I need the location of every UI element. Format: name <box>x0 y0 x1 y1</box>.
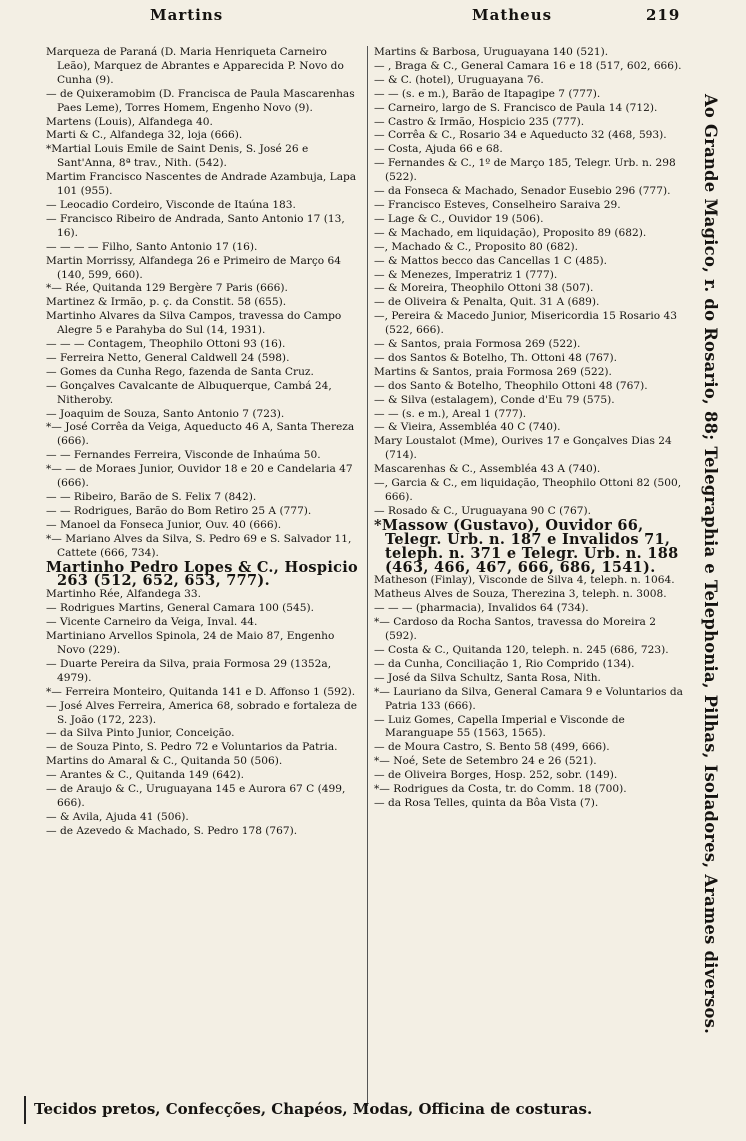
directory-entry: Matheson (Finlay), Visconde de Silva 4, teleph. n. 1064. <box>374 574 675 587</box>
running-header-center: Matheus <box>472 6 553 24</box>
directory-entry: *— Ferreira Monteiro, Quitanda 141 e D. Affonso 1 (592). <box>46 685 356 698</box>
running-header-left: Martins <box>150 6 224 24</box>
directory-entry: — da Silva Pinto Junior, Conceição. <box>46 727 235 740</box>
directory-entry: — dos Santo & Botelho, Theophilo Ottoni 48 (767). <box>374 379 648 392</box>
directory-entry: — José Alves Ferreira, America 68, sobrado e fortaleza de S. João (172, 223). <box>46 699 357 726</box>
directory-entry: — & Avila, Ajuda 41 (506). <box>46 810 189 823</box>
directory-entry: — & Silva (estalagem), Conde d'Eu 79 (575). <box>374 393 615 406</box>
directory-entry: — Costa, Ajuda 66 e 68. <box>374 143 503 156</box>
directory-entry: — de Oliveira Borges, Hosp. 252, sobr. (149). <box>374 769 618 782</box>
directory-entry: Martinho Pedro Lopes & C., Hospicio 263 (512, 652, 653, 777). <box>46 558 359 590</box>
directory-entry: — Corrêa & C., Rosario 34 e Aqueducto 32 (468, 593). <box>374 129 667 142</box>
bottom-bracket <box>24 1096 26 1124</box>
directory-entry: Marqueza de Paraná (D. Maria Henriqueta Carneiro Leão), Marquez de Abrantes e Apparecida P. Novo do Cunha (9). <box>46 46 344 86</box>
directory-entry: *— Mariano Alves da Silva, S. Pedro 69 e S. Salvador 11, Cattete (666, 734). <box>46 532 352 559</box>
directory-entry: — Castro & Irmão, Hospicio 235 (777). <box>374 115 585 128</box>
directory-entry: — de Azevedo & Machado, S. Pedro 178 (767). <box>46 824 298 837</box>
directory-entry: Martinho Alvares da Silva Campos, travessa do Campo Alegre 5 e Parahyba do Sul (14, 1931). <box>46 310 342 337</box>
directory-entry: — Francisco Ribeiro de Andrada, Santo Antonio 17 (13, 16). <box>46 212 345 239</box>
directory-entry: — Duarte Pereira da Silva, praia Formosa 29 (1352a, 4979). <box>46 657 332 684</box>
right-column <box>374 46 690 1106</box>
directory-entry: — da Rosa Telles, quinta da Bôa Vista (7). <box>374 796 599 809</box>
directory-entry: — Rosado & C., Uruguayana 90 C (767). <box>374 504 591 517</box>
directory-entry: —, Pereira & Macedo Junior, Misericordia 15 Rosario 43 (522, 666). <box>374 310 677 337</box>
directory-entry: — de Moura Castro, S. Bento 58 (499, 666). <box>374 741 610 754</box>
directory-entry: *— Lauriano da Silva, General Camara 9 e Voluntarios da Patria 133 (666). <box>374 685 683 712</box>
directory-entry: — de Araujo & C., Uruguayana 145 e Aurora 67 C (499, 666). <box>46 783 346 809</box>
directory-entry: — Arantes & C., Quitanda 149 (642). <box>46 769 244 782</box>
directory-entry: — Manoel da Fonseca Junior, Ouv. 40 (666). <box>46 518 282 531</box>
directory-entry: — de Quixeramobim (D. Francisca de Paula Mascarenhas Paes Leme), Torres Homem, Engenho Novo (9). <box>46 87 355 114</box>
directory-entry: — & Vieira, Assembléa 40 C (740). <box>374 421 561 434</box>
directory-entry: — de Oliveira & Penalta, Quit. 31 A (689). <box>374 296 600 309</box>
directory-entry: Martiniano Arvellos Spinola, 24 de Maio 87, Engenho Novo (229). <box>46 630 335 656</box>
directory-entry: Marti & C., Alfandega 32, loja (666). <box>46 129 243 142</box>
column-divider <box>367 46 368 1106</box>
directory-entry: — de Souza Pinto, S. Pedro 72 e Voluntarios da Patria. <box>46 741 338 754</box>
directory-entry: — Joaquim de Souza, Santo Antonio 7 (723). <box>46 407 285 420</box>
directory-entry: — Leocadio Cordeiro, Visconde de Itaúna 183. <box>46 198 296 211</box>
directory-entry: — Fernandes & C., 1º de Março 185, Telegr. Urb. n. 298 (522). <box>374 157 676 184</box>
directory-entry: — , Braga & C., General Camara 16 e 18 (517, 602, 666). <box>374 59 682 72</box>
directory-entry: — & C. (hotel), Uruguayana 76. <box>374 73 544 86</box>
directory-entry: Martins & Santos, praia Formosa 269 (522). <box>374 365 612 378</box>
directory-entry: Martins do Amaral & C., Quitanda 50 (506). <box>46 755 283 768</box>
directory-entry: — Gomes da Cunha Rego, fazenda de Santa Cruz. <box>46 365 314 378</box>
directory-entry: *— Noé, Sete de Setembro 24 e 26 (521). <box>374 755 597 768</box>
directory-entry: — Carneiro, largo de S. Francisco de Paula 14 (712). <box>374 101 658 114</box>
directory-entry: *— — de Moraes Junior, Ouvidor 18 e 20 e Candelaria 47 (666). <box>46 463 353 490</box>
directory-entry: — Luiz Gomes, Capella Imperial e Visconde de Maranguape 55 (1563, 1565). <box>374 713 625 740</box>
directory-entry: — José da Silva Schultz, Santa Rosa, Nith. <box>374 671 601 684</box>
directory-entry: Martins & Barbosa, Uruguayana 140 (521). <box>374 46 609 58</box>
directory-entry: *Martial Louis Emile de Saint Denis, S. José 26 e Sant'Anna, 8ª trav., Nith. (542). <box>46 143 309 170</box>
directory-entry: — — — Contagem, Theophilo Ottoni 93 (16). <box>46 338 286 351</box>
left-column <box>46 46 362 1106</box>
directory-entry: *— José Corrêa da Veiga, Aqueducto 46 A, Santa Thereza (666). <box>46 421 355 448</box>
bottom-advertisement: Tecidos pretos, Confecções, Chapéos, Modas, Officina de costuras. <box>34 1100 593 1118</box>
directory-entry: — — (s. e m.), Areal 1 (777). <box>374 407 527 420</box>
directory-entry: — dos Santos & Botelho, Th. Ottoni 48 (767). <box>374 351 618 364</box>
directory-entry: — Francisco Esteves, Conselheiro Saraiva 29. <box>374 198 621 211</box>
directory-entry: Mary Loustalot (Mme), Ourives 17 e Gonçalves Dias 24 (714). <box>374 435 672 462</box>
directory-entry: — Vicente Carneiro da Veiga, Inval. 44. <box>46 616 258 629</box>
directory-entry: — & Moreira, Theophilo Ottoni 38 (507). <box>374 282 594 295</box>
directory-entry: — — Ribeiro, Barão de S. Felix 7 (842). <box>46 491 257 503</box>
directory-entry: *Massow (Gustavo), Ouvidor 66, Telegr. Urb. n. 187 e Invalidos 71, teleph. n. 371 e Telegr. Urb. n. 188 (463, 466, 467, 666, 686, 1541). <box>374 516 679 576</box>
directory-entry: — & Santos, praia Formosa 269 (522). <box>374 338 581 351</box>
directory-entry: — — Rodrigues, Barão do Bom Retiro 25 A (777). <box>46 504 312 517</box>
directory-entry: — da Cunha, Conciliação 1, Rio Comprido (134). <box>374 657 635 670</box>
directory-entry: Matheus Alves de Souza, Therezina 3, teleph. n. 3008. <box>374 588 667 601</box>
directory-entry: — Rodrigues Martins, General Camara 100 (545). <box>46 602 315 615</box>
directory-entry: — Costa & C., Quitanda 120, teleph. n. 245 (686, 723). <box>374 643 669 656</box>
directory-entry: — — — (pharmacia), Invalidos 64 (734). <box>374 602 589 615</box>
directory-entry: — Gonçalves Cavalcante de Albuquerque, Cambá 24, Nitheroby. <box>46 379 332 406</box>
directory-entry: *— Cardoso da Rocha Santos, travessa do Moreira 2 (592). <box>374 616 656 643</box>
side-advertisement: Ao Grande Magico, r. do Rosario, 88; Telegraphia e Telephonia, Pilhas, Isoladores, Arames diversos. <box>701 93 720 1035</box>
directory-entry: *— Rodrigues da Costa, tr. do Comm. 18 (700). <box>374 783 627 796</box>
directory-entry: — — Fernandes Ferreira, Visconde de Inhaúma 50. <box>46 449 321 462</box>
directory-entry: — da Fonseca & Machado, Senador Eusebio 296 (777). <box>374 185 671 198</box>
directory-entry: Martinez & Irmão, p. ç. da Constit. 58 (655). <box>46 296 287 309</box>
directory-entry: —, Garcia & C., em liquidação, Theophilo Ottoni 82 (500, 666). <box>374 477 682 503</box>
directory-entry: Martim Francisco Nascentes de Andrade Azambuja, Lapa 101 (955). <box>46 171 357 198</box>
directory-entry: — & Menezes, Imperatriz 1 (777). <box>374 268 558 281</box>
directory-entry: Martens (Louis), Alfandega 40. <box>46 115 213 128</box>
directory-entry: — Ferreira Netto, General Caldwell 24 (598). <box>46 351 290 364</box>
directory-entry: Martin Morrissy, Alfandega 26 e Primeiro de Março 64 (140, 599, 660). <box>46 254 341 281</box>
directory-entry: — Lage & C., Ouvidor 19 (506). <box>374 212 544 225</box>
directory-entry: — & Mattos becco das Cancellas 1 C (485). <box>374 254 607 267</box>
page-number: 219 <box>646 6 681 24</box>
directory-entry: —, Machado & C., Proposito 80 (682). <box>374 240 578 253</box>
directory-entry: *— Rée, Quitanda 129 Bergère 7 Paris (666). <box>46 282 288 295</box>
directory-entry: — — — — Filho, Santo Antonio 17 (16). <box>46 240 258 253</box>
directory-entry: Mascarenhas & C., Assembléa 43 A (740). <box>374 463 601 476</box>
directory-entry: — — (s. e m.), Barão de Itapagipe 7 (777). <box>374 87 601 100</box>
directory-entry: Martinho Rée, Alfandega 33. <box>46 588 201 601</box>
directory-entry: — & Machado, em liquidação), Proposito 89 (682). <box>374 226 647 239</box>
